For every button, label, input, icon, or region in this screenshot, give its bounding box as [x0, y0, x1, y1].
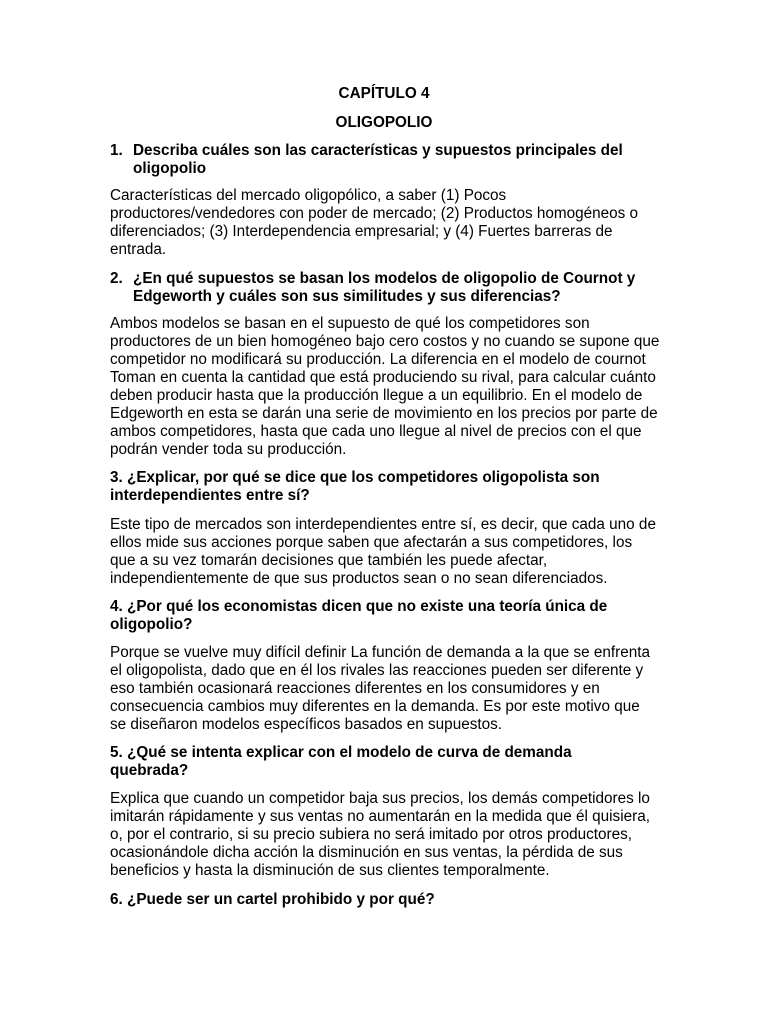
question-6: 6. ¿Puede ser un cartel prohibido y por qué? [110, 891, 435, 908]
document-title: OLIGOPOLIO [335, 114, 433, 131]
question-number: 2. [110, 270, 123, 287]
question-1 [110, 142, 650, 178]
answer-3 [110, 516, 660, 588]
answer-1 [110, 187, 660, 259]
answer-text: Este tipo de mercados son interdependientes entre sí, es decir, que cada uno de ellos mide sus acciones porque saben que afectarán a sus competidores, los que a su vez tomarán decisiones que también les puede afectar, independientemente de que sus productos sean o no sean diferenciados. [110, 516, 656, 587]
question-number: 1. [110, 142, 123, 159]
question-3: 3. ¿Explicar, por qué se dice que los competidores oligopolista son interdependientes entre sí? [110, 469, 600, 504]
question-2 [110, 270, 650, 306]
answer-text: Porque se vuelve muy difícil definir La función de demanda a la que se enfrenta el oligopolista, dado que en él los rivales las reacciones pueden ser diferente y eso también ocasionará reacciones diferentes en los consumidores y en consecuencia cambios muy diferentes en la demanda. Es por este motivo que se diseñaron modelos específicos basados en supuestos. [110, 644, 650, 733]
question-text: ¿En qué supuestos se basan los modelos de oligopolio de Cournot y Edgeworth y cuáles son sus similitudes y sus diferencias? [133, 270, 636, 305]
question-5: 5. ¿Qué se intenta explicar con el modelo de curva de demanda quebrada? [110, 744, 572, 779]
answer-4 [110, 644, 660, 734]
chapter-heading: CAPÍTULO 4 [338, 85, 430, 102]
answer-5 [110, 790, 660, 880]
answer-text: Explica que cuando un competidor baja sus precios, los demás competidores lo imitarán rápidamente y sus ventas no aumentarán en la medida que él quisiera, o, por el contrario, si su precio subiera no será imitado por otros productores, ocasionándole dicha acción la disminución en sus ventas, la pérdida de sus beneficios y hasta la disminución de sus clientes temporalmente. [110, 790, 650, 879]
question-text: Describa cuáles son las características y supuestos principales del oligopolio [133, 142, 623, 177]
answer-text: Ambos modelos se basan en el supuesto de qué los competidores son productores de un bien homogéneo bajo cero costos y no cuando se supone que competidor no modificará su producción. La diferencia en el modelo de cournot Toman en cuenta la cantidad que está produciendo su rival, para calcular cuánto deben producir hasta que la producción llegue a un equilibrio. En el modelo de Edgeworth en esta se darán una serie de movimiento en los precios por parte de ambos competidores, hasta que cada uno llegue al nivel de precios con el que podrán vender toda su producción. [110, 315, 660, 458]
question-4: 4. ¿Por qué los economistas dicen que no existe una teoría única de oligopolio? [110, 598, 608, 633]
answer-2 [110, 315, 660, 459]
answer-text: Características del mercado oligopólico, a saber (1) Pocos productores/vendedores con poder de mercado; (2) Productos homogéneos o diferenciados; (3) Interdependencia empresarial; y (4) Fuertes barreras de entrada. [110, 187, 639, 258]
